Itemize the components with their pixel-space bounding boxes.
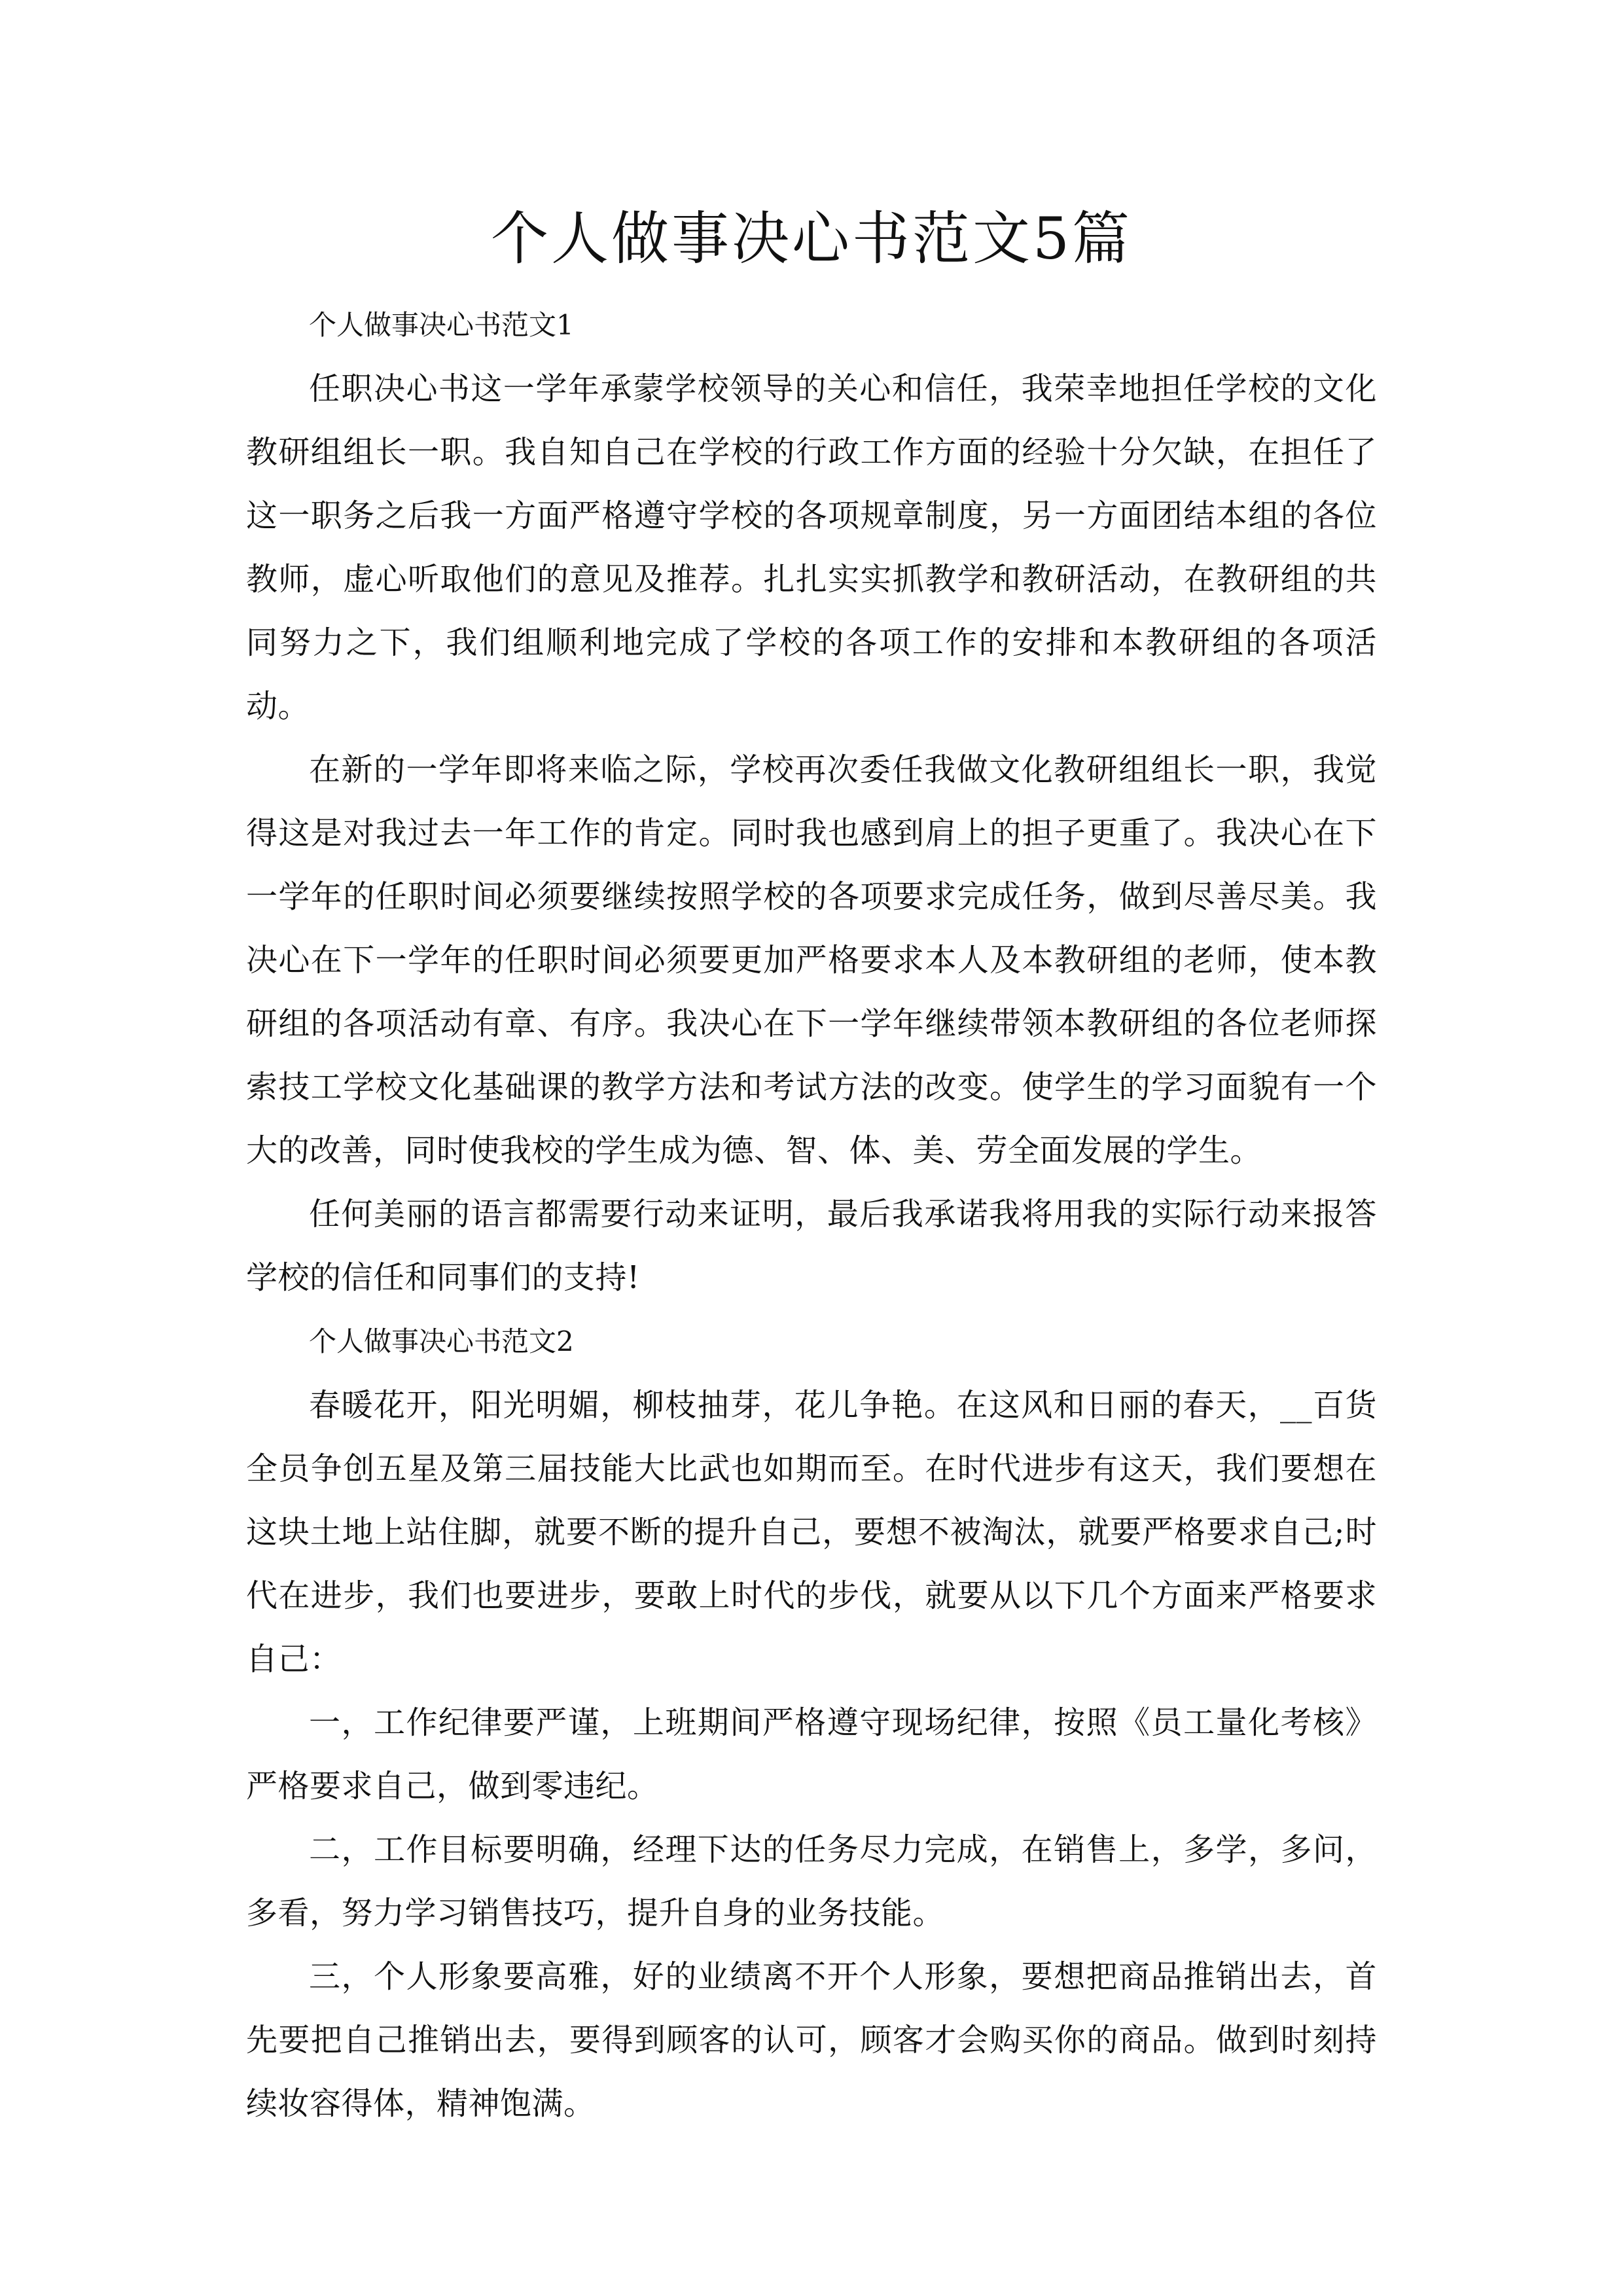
section-2: [246, 1310, 1377, 2136]
paragraph: 在新的一学年即将来临之际，学校再次委任我做文化教研组组长一职，我觉得这是对我过去一年工作的肯定。同时我也感到肩上的担子更重了。我决心在下一学年的任职时间必须要继续按照学校的各项要求完成任务，做到尽善尽美。我决心在下一学年的任职时间必须要更加严格要求本人及本教研组的老师，使本教研组的各项活动有章、有序。我决心在下一学年继续带领本教研组的各位老师探索技工学校文化基础课的教学方法和考试方法的改变。使学生的学习面貌有一个大的改善，同时使我校的学生成为德、智、体、美、劳全面发展的学生。: [246, 751, 1377, 1169]
paragraph: 二，工作目标要明确，经理下达的任务尽力完成，在销售上，多学，多问，多看，努力学习销售技巧，提升自身的业务技能。: [246, 1831, 1377, 1931]
paragraph: 三，个人形象要高雅，好的业绩离不开个人形象，要想把商品推销出去，首先要把自己推销出去，要得到顾客的认可，顾客才会购买你的商品。做到时刻持续妆容得体，精神饱满。: [246, 1958, 1377, 2122]
section-1: [246, 293, 1377, 1310]
paragraph: 春暖花开，阳光明媚，柳枝抽芽，花儿争艳。在这风和日丽的春天，__百货全员争创五星及第三届技能大比武也如期而至。在时代进步有这天，我们要想在这块土地上站住脚，就要不断的提升自己，要想不被淘汰，就要严格要求自己;时代在进步，我们也要进步，要敢上时代的步伐，就要从以下几个方面来严格要求自己：: [246, 1387, 1377, 1677]
document-title: 个人做事决心书范文5篇: [491, 205, 1132, 272]
paragraph: 任职决心书这一学年承蒙学校领导的关心和信任，我荣幸地担任学校的文化教研组组长一职。我自知自己在学校的行政工作方面的经验十分欠缺，在担任了这一职务之后我一方面严格遵守学校的各项规章制度，另一方面团结本组的各位教师，虚心听取他们的意见及推荐。扎扎实实抓教学和教研活动，在教研组的共同努力之下，我们组顺利地完成了学校的各项工作的安排和本教研组的各项活动。: [246, 370, 1377, 725]
section-heading: 个人做事决心书范文2: [309, 1325, 574, 1357]
paragraph: 任何美丽的语言都需要行动来证明，最后我承诺我将用我的实际行动来报答学校的信任和同事们的支持!: [246, 1196, 1377, 1296]
paragraph: 一，工作纪律要严谨，上班期间严格遵守现场纪律，按照《员工量化考核》严格要求自己，做到零违纪。: [246, 1704, 1377, 1804]
document-body: [246, 190, 1377, 2136]
section-heading: 个人做事决心书范文1: [309, 309, 574, 341]
